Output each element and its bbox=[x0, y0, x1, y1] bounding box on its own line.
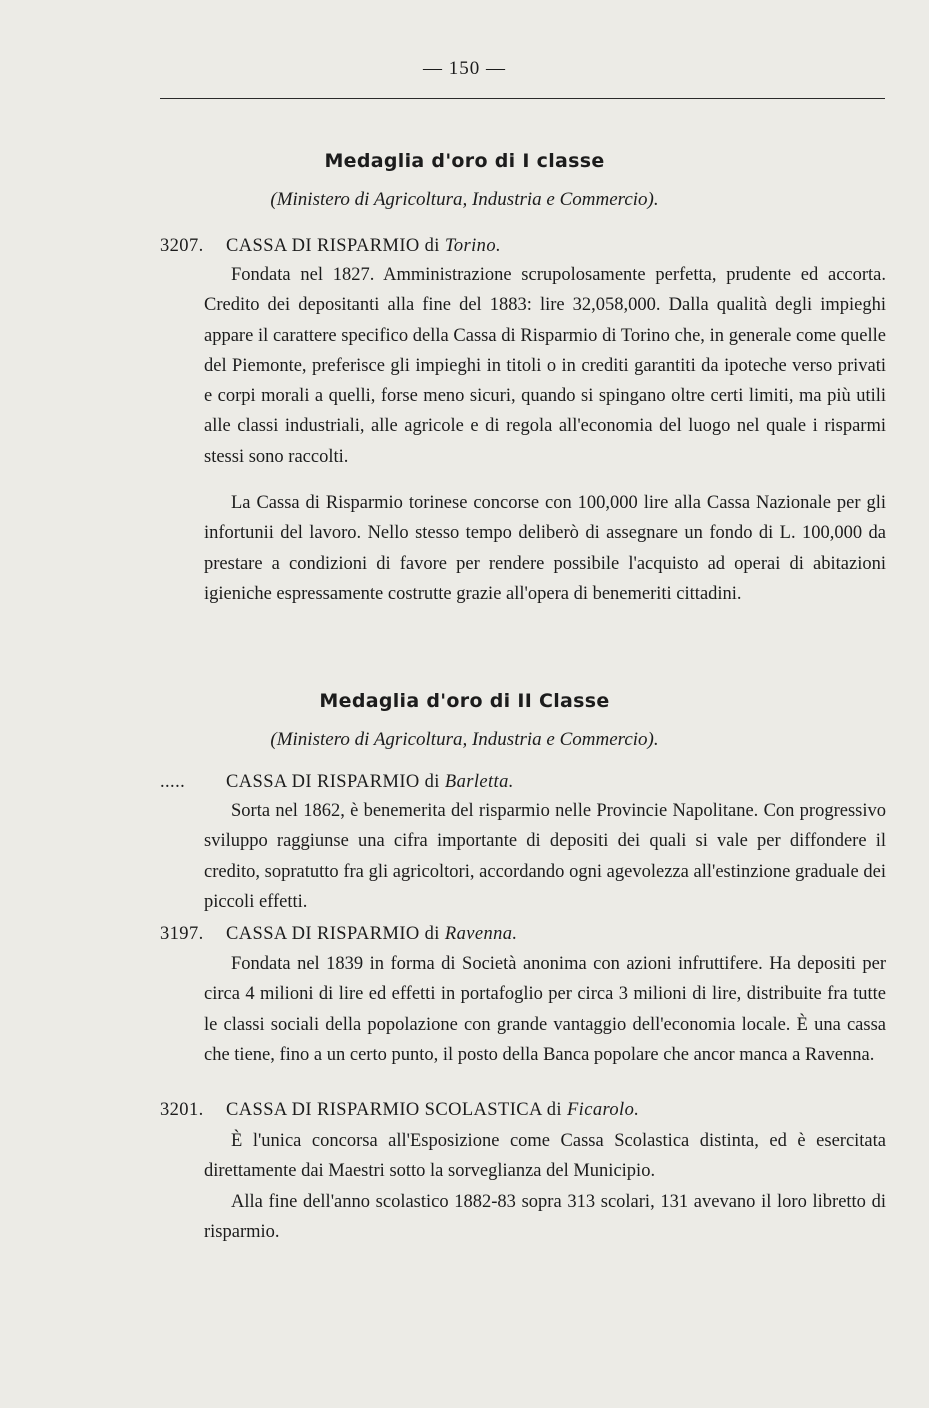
entry-number: 3201. bbox=[160, 1100, 204, 1120]
ministry-subheading: (Ministero di Agricoltura, Industria e Commercio). bbox=[270, 189, 659, 210]
section-heading-gold-medal-second-class: Medaglia d'oro di II Classe bbox=[319, 690, 610, 712]
entry-name: CASSA DI RISPARMIO SCOLASTICA di bbox=[226, 1100, 567, 1120]
page-number: — 150 — bbox=[423, 58, 506, 79]
header-rule bbox=[160, 98, 885, 99]
entry-number: 3197. bbox=[160, 924, 204, 944]
paragraph: È l'unica concorsa all'Esposizione come Cassa Scolastica distinta, ed è esercitata direttamente dai Maestri sotto la sorveglianza del Municipio. bbox=[204, 1131, 886, 1182]
paragraph: Fondata nel 1839 in forma di Società anonima con azioni infruttifere. Ha depositi per circa 4 milioni di lire ed effetti in portafoglio per circa 3 milioni di lire, distribuite fra tutte le classi sociali della popolazione con grande vantaggio dell'economia locale. È una cassa che tiene, fino a un certo punto, il posto della Banca popolare che ancor manca a Ravenna. bbox=[204, 954, 886, 1065]
entry-title-3197 bbox=[160, 924, 517, 945]
entry-title-barletta bbox=[160, 772, 514, 793]
entry-place: Torino. bbox=[444, 236, 501, 256]
entry-place: Barletta. bbox=[444, 772, 514, 792]
entry-title-3207 bbox=[160, 236, 501, 257]
entry-place: Ficarolo. bbox=[566, 1100, 640, 1120]
entry-name: CASSA DI RISPARMIO di bbox=[226, 236, 445, 256]
entry-number: ..... bbox=[160, 772, 186, 792]
ministry-subheading: (Ministero di Agricoltura, Industria e Commercio). bbox=[270, 729, 659, 750]
entry-title-3201 bbox=[160, 1100, 639, 1121]
section-heading-gold-medal-first-class: Medaglia d'oro di I classe bbox=[324, 150, 605, 172]
entry-name: CASSA DI RISPARMIO di bbox=[226, 924, 445, 944]
entry-name: CASSA DI RISPARMIO di bbox=[226, 772, 445, 792]
paragraph: La Cassa di Risparmio torinese concorse con 100,000 lire alla Cassa Nazionale per gli infortunii del lavoro. Nello stesso tempo deliberò di assegnare un fondo di L. 100,000 da prestare a condizioni di favore per rendere possibile l'acquisto ad operai di abitazioni igieniche espressamente costrutte grazie all'opera di benemeriti cittadini. bbox=[204, 493, 886, 604]
paragraph: Alla fine dell'anno scolastico 1882-83 sopra 313 scolari, 131 avevano il loro libretto di risparmio. bbox=[204, 1192, 886, 1243]
paragraph: Fondata nel 1827. Amministrazione scrupolosamente perfetta, prudente ed accorta. Credito dei depositanti alla fine del 1883: lire 32,058,000. Dalla qualità degli impieghi appare il carattere specifico della Cassa di Risparmio di Torino che, in generale come quelle del Piemonte, preferisce gli impieghi in titoli o in crediti garantiti da ipoteche verso privati e corpi morali a quelli, forse meno sicuri, quando si spingano oltre certi limiti, ma più utili alle classi industriali, alle agricole e di regola all'economia del luogo nel quale i risparmi stessi sono raccolti. bbox=[204, 265, 886, 467]
paragraph: Sorta nel 1862, è benemerita del risparmio nelle Provincie Napolitane. Con progressivo sviluppo raggiunse una cifra importante di depositi dei quali si vale per diffondere il credito, sopratutto fra gli agricoltori, accordando ogni agevolezza all'estinzione graduale dei piccoli effetti. bbox=[204, 801, 886, 912]
entry-place: Ravenna. bbox=[444, 924, 518, 944]
entry-number: 3207. bbox=[160, 236, 204, 256]
